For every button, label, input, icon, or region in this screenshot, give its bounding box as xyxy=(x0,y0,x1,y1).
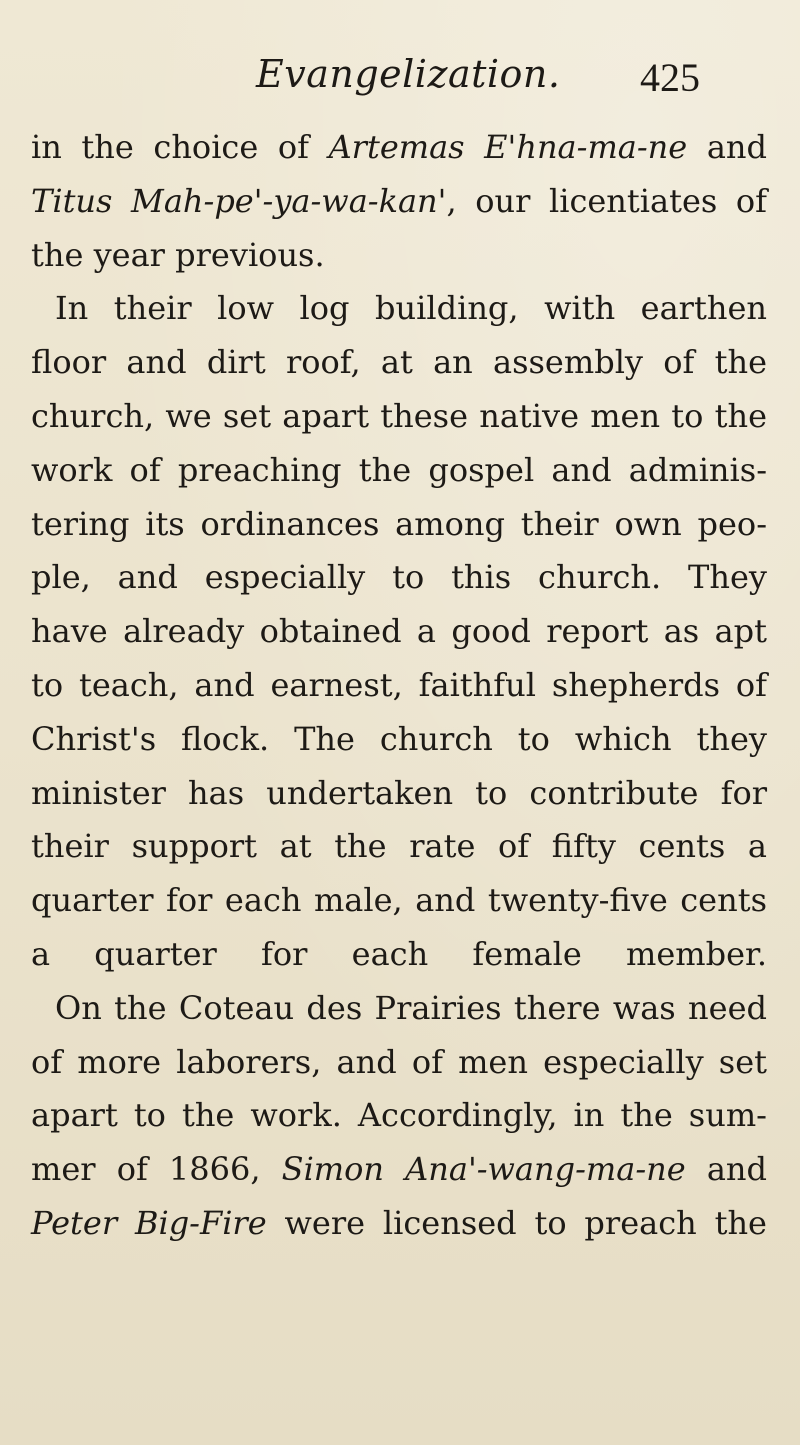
text-line xyxy=(31,934,767,974)
text-line xyxy=(31,504,767,544)
text-run: minister has undertaken to contribute for xyxy=(31,773,767,812)
text-line xyxy=(31,396,767,436)
text-line xyxy=(31,181,767,221)
text-run: to teach, and earnest, faithful shepherds of xyxy=(31,666,767,704)
text-line xyxy=(31,1042,767,1082)
text-run: apart to the work. Accordingly, in the sum- xyxy=(31,1096,767,1135)
page-number: 425 xyxy=(640,55,700,100)
page-header xyxy=(0,52,800,112)
text-run: and xyxy=(685,1150,767,1189)
text-run: tering its ordinances among their own peo- xyxy=(31,504,767,543)
text-run: quarter for each male, and twenty-five cents xyxy=(31,881,767,920)
text-run: floor and dirt roof, at an assembly of the xyxy=(31,343,767,382)
text-run: a quarter for each female member. xyxy=(31,935,767,973)
text-run: the year previous. xyxy=(31,235,325,274)
text-line xyxy=(31,1203,767,1243)
text-run: were licensed to preach the xyxy=(266,1204,767,1242)
text-run: On the Coteau des Prairies there was need xyxy=(55,988,767,1027)
text-run: In their low log building, with earthen xyxy=(55,289,767,328)
text-line xyxy=(31,665,767,705)
text-run: , our licentiates of xyxy=(446,181,767,220)
italic-name: Simon Ana'-wang-ma-ne xyxy=(281,1150,686,1189)
italic-name: Peter Big-Fire xyxy=(31,1204,267,1242)
text-run: Christ's flock. The church to which they xyxy=(31,719,767,758)
text-run: in the choice of xyxy=(31,128,329,166)
text-line xyxy=(31,235,325,275)
text-run: work of preaching the gospel and adminis- xyxy=(31,450,767,489)
text-line xyxy=(55,288,767,328)
text-line xyxy=(31,127,767,167)
text-line xyxy=(31,611,767,651)
text-line xyxy=(31,773,767,813)
running-head: Evangelization. xyxy=(256,52,561,96)
text-line xyxy=(31,1095,767,1135)
text-run: mer of 1866, xyxy=(31,1150,282,1189)
text-run: and xyxy=(687,128,767,166)
text-line xyxy=(31,826,767,866)
italic-name: Titus Mah-pe'-ya-wa-kan' xyxy=(31,181,447,220)
text-line xyxy=(31,557,767,597)
text-run: ple, and especially to this church. They xyxy=(31,558,767,597)
text-line xyxy=(31,719,767,759)
text-line xyxy=(55,988,767,1028)
text-line xyxy=(31,450,767,490)
text-run: church, we set apart these native men to the xyxy=(31,397,767,435)
text-line xyxy=(31,342,767,382)
text-run: of more laborers, and of men especially set xyxy=(31,1042,767,1081)
text-line xyxy=(31,880,767,920)
italic-name: Artemas E'hna-ma-ne xyxy=(328,128,688,166)
text-line xyxy=(31,1149,767,1189)
text-run: have already obtained a good report as apt xyxy=(31,612,767,651)
text-run: their support at the rate of fifty cents a xyxy=(31,827,767,866)
